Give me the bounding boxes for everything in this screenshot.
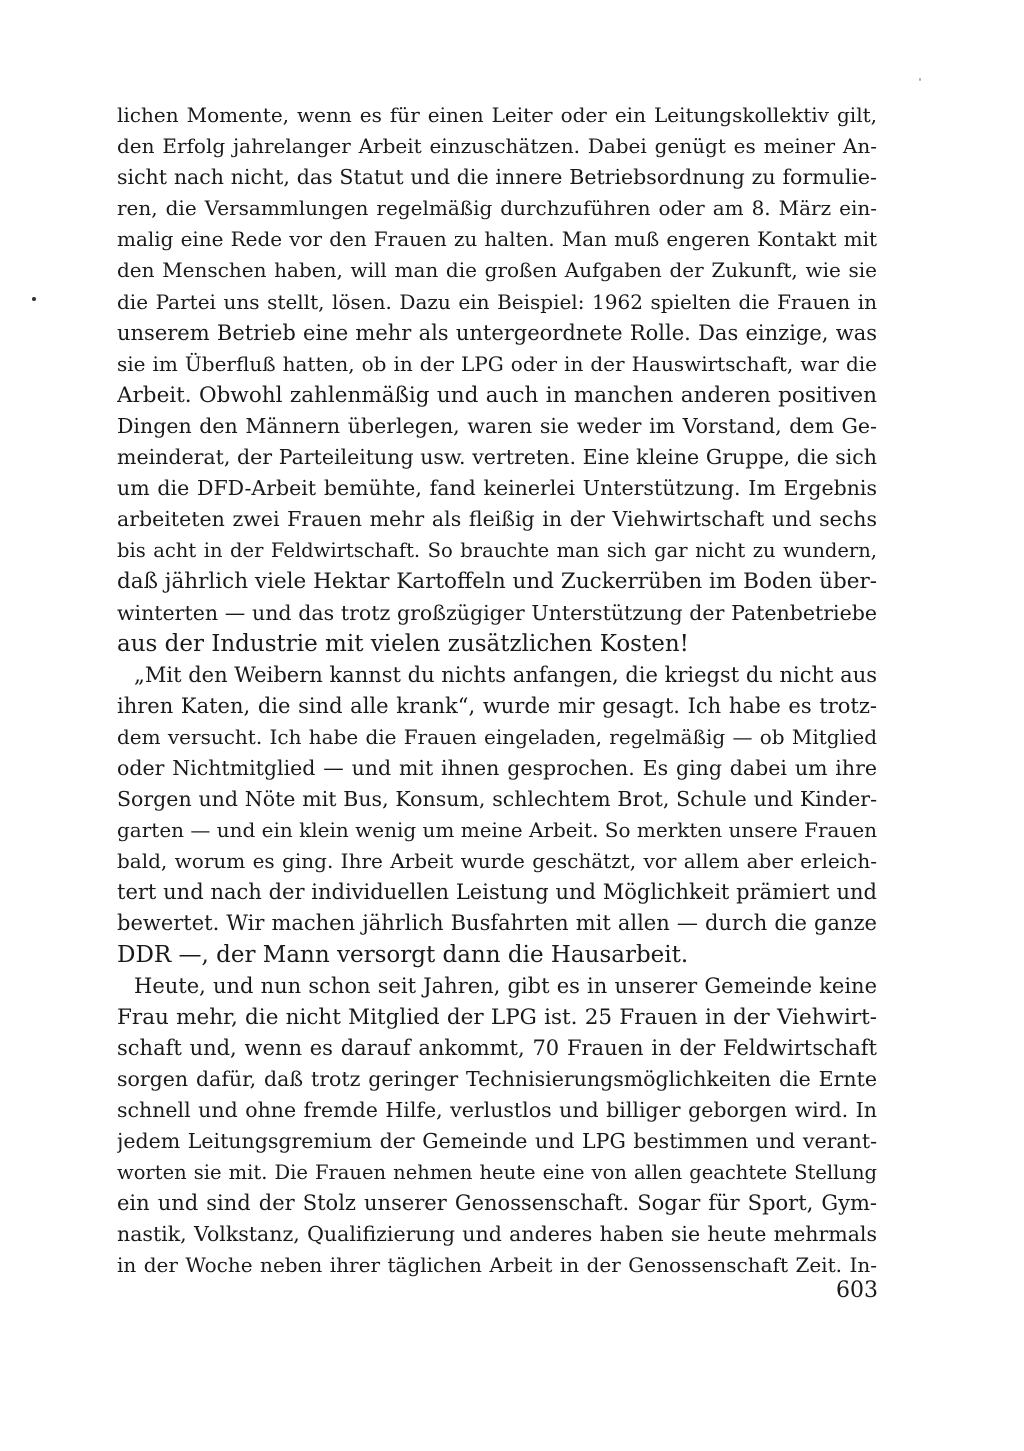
text-line: die Partei uns stellt, lösen. Dazu ein Beispiel: 1962 spielten die Frauen in <box>117 289 877 314</box>
text-line: jedem Leitungsgremium der Gemeinde und LPG bestimmen und verant- <box>117 1129 877 1154</box>
page-number: 603 <box>836 1278 878 1303</box>
text-line: bis acht in der Feldwirtschaft. So brauchte man sich gar nicht zu wundern, <box>117 539 877 563</box>
text-line: ein und sind der Stolz unserer Genossenschaft. Sogar für Sport, Gym- <box>117 1191 877 1216</box>
text-line: DDR —, der Mann versorgt dann die Hausarbeit. <box>117 941 689 968</box>
print-speck <box>919 78 921 81</box>
text-line: ren, die Versammlungen regelmäßig durchzuführen oder am 8. März ein- <box>117 196 877 221</box>
text-line: sicht nach nicht, das Statut und die innere Betriebsordnung zu formulie- <box>117 165 877 190</box>
text-line: garten — und ein klein wenig um meine Arbeit. So merkten unsere Frauen <box>117 818 877 843</box>
paragraph-1 <box>117 100 877 660</box>
text-line: Heute, und nun schon seit Jahren, gibt es in unserer Gemeinde keine <box>134 973 877 998</box>
paragraph-3 <box>117 971 877 1282</box>
text-line: schnell und ohne fremde Hilfe, verlustlos und billiger geborgen wird. In <box>117 1098 877 1122</box>
text-line: nastik, Volkstanz, Qualifizierung und anderes haben sie heute mehrmals <box>117 1222 877 1247</box>
text-line: Frau mehr, die nicht Mitglied der LPG ist. 25 Frauen in der Viehwirt- <box>117 1004 877 1030</box>
text-line: schaft und, wenn es darauf ankommt, 70 Frauen in der Feldwirtschaft <box>117 1035 877 1060</box>
text-line: tert und nach der individuellen Leistung und Möglichkeit prämiert und <box>117 880 877 905</box>
text-line: lichen Momente, wenn es für einen Leiter oder ein Leitungskollektiv gilt, <box>117 103 877 127</box>
paragraph-2 <box>117 660 877 971</box>
text-line: „Mit den Weibern kannst du nichts anfangen, die kriegst du nicht aus <box>134 662 877 687</box>
text-line: daß jährlich viele Hektar Kartoffeln und Zuckerrüben im Boden über- <box>117 569 877 595</box>
text-line: den Erfolg jahrelanger Arbeit einzuschätzen. Dabei genügt es meiner An- <box>117 134 877 159</box>
text-line: Dingen den Männern überlegen, waren sie weder im Vorstand, dem Ge- <box>117 413 877 438</box>
text-line: meinderat, der Parteileitung usw. vertreten. Eine kleine Gruppe, die sich <box>117 445 877 470</box>
text-line: Sorgen und Nöte mit Bus, Konsum, schlechtem Brot, Schule und Kinder- <box>117 787 877 812</box>
text-line: sie im Überfluß hatten, ob in der LPG oder in der Hauswirtschaft, war die <box>117 351 877 376</box>
text-line: sorgen dafür, daß trotz geringer Technisierungsmöglichkeiten die Ernte <box>117 1066 877 1091</box>
text-line: worten sie mit. Die Frauen nehmen heute eine von allen geachtete Stellung <box>117 1161 877 1185</box>
text-line: oder Nichtmitglied — und mit ihnen gesprochen. Es ging dabei um ihre <box>117 755 877 780</box>
text-line: ihren Katen, die sind alle krank“, wurde mir gesagt. Ich habe es trotz- <box>117 693 877 718</box>
text-line: bewertet. Wir machen jährlich Busfahrten mit allen — durch die ganze <box>117 911 877 936</box>
text-line: um die DFD-Arbeit bemühte, fand keinerlei Unterstützung. Im Ergebnis <box>117 476 877 501</box>
text-line: in der Woche neben ihrer täglichen Arbeit in der Genossenschaft Zeit. In- <box>117 1253 877 1278</box>
text-line: arbeiteten zwei Frauen mehr als fleißig in der Viehwirtschaft und sechs <box>117 507 877 532</box>
text-line: winterten — und das trotz großzügiger Unterstützung der Patenbetriebe <box>117 600 877 625</box>
body-text <box>117 100 877 1282</box>
text-line: unserem Betrieb eine mehr als untergeordnete Rolle. Das einzige, was <box>117 320 877 345</box>
text-line: malig eine Rede vor den Frauen zu halten. Man muß engeren Kontakt mit <box>117 227 877 252</box>
print-speck <box>32 297 36 301</box>
text-line: aus der Industrie mit vielen zusätzlichen Kosten! <box>117 630 689 657</box>
text-line: den Menschen haben, will man die großen Aufgaben der Zukunft, wie sie <box>117 258 877 283</box>
text-line: dem versucht. Ich habe die Frauen eingeladen, regelmäßig — ob Mitglied <box>117 724 877 749</box>
text-line: Arbeit. Obwohl zahlenmäßig und auch in manchen anderen positiven <box>117 382 877 408</box>
text-line: bald, worum es ging. Ihre Arbeit wurde geschätzt, vor allem aber erleich- <box>117 849 877 874</box>
